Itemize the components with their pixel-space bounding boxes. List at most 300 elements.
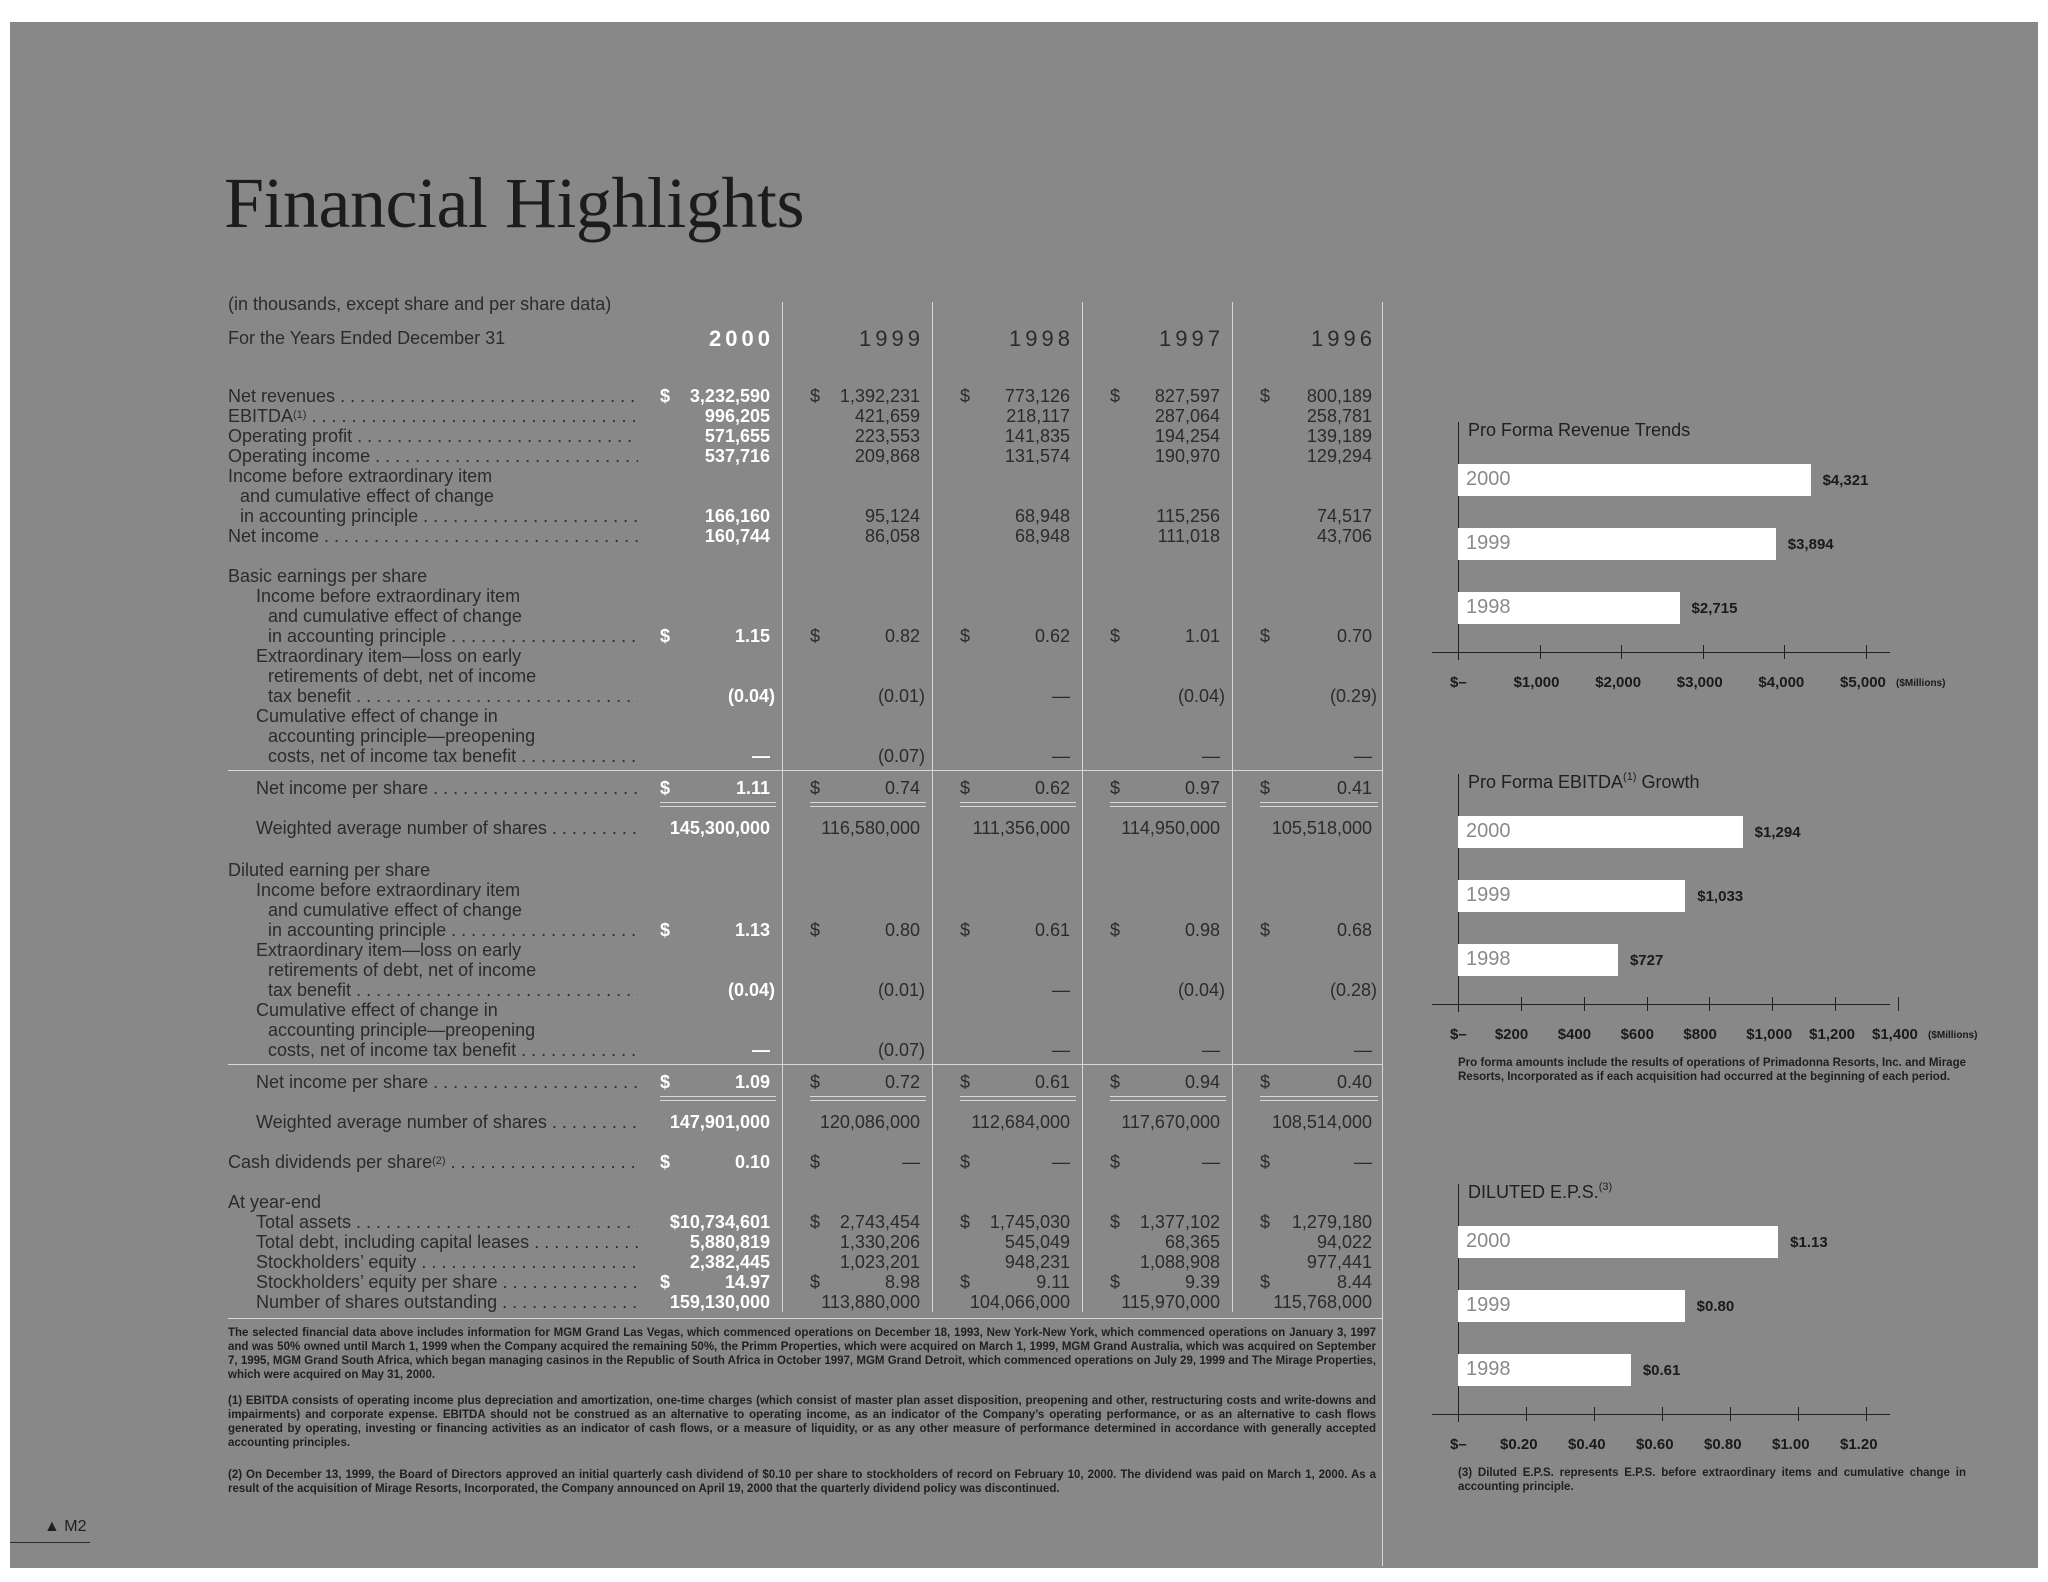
row-label-text: Income before extraordinary item (256, 586, 521, 606)
total-underline (1110, 802, 1226, 803)
cell-value: 145,300,000 (669, 818, 770, 838)
row-label-text: At year-end (228, 1192, 322, 1212)
cell-value: 1,392,231 (839, 386, 920, 406)
row-label-text: in accounting principle (268, 920, 447, 940)
dollar-sign: $ (810, 1072, 821, 1092)
cell-value: 74,517 (1316, 506, 1372, 526)
bar-category-label: 1998 (1466, 596, 1511, 618)
axis-tick (1662, 1407, 1663, 1421)
year-header-1998: 1998 (1009, 326, 1074, 351)
cell-value: — (1354, 746, 1372, 766)
bar-value-label: $4,321 (1822, 472, 1869, 489)
cell-value: 9.11 (1036, 1272, 1070, 1292)
dollar-sign: $ (960, 1272, 971, 1292)
bar-value-label: $1,033 (1697, 888, 1744, 905)
total-underline (1260, 1100, 1378, 1101)
row-label-text: in accounting principle (268, 626, 447, 646)
bar-category-label: 1999 (1466, 1294, 1511, 1316)
leader-dots (428, 778, 638, 798)
axis-tick (1647, 997, 1648, 1011)
dollar-sign: $ (660, 1272, 671, 1292)
cell-value: 209,868 (854, 446, 920, 466)
year-header-1999: 1999 (859, 326, 924, 351)
axis-tick (1703, 645, 1704, 659)
dollar-sign: $ (660, 386, 671, 406)
row-label (256, 646, 638, 666)
cell-value: 108,514,000 (1271, 1112, 1372, 1132)
leader-dots (497, 1272, 638, 1292)
cell-value: — (1202, 1152, 1220, 1172)
cell-value: 112,684,000 (971, 1112, 1070, 1132)
total-underline (1260, 802, 1378, 803)
row-label-text: and cumulative effect of change (240, 486, 494, 506)
dollar-sign: $ (810, 1272, 821, 1292)
chart-note: Pro forma amounts include the results of operations of Primadonna Resorts, Inc. and Mirage Resorts, Incorporated as if each acquisition had occurred at the beginning of each period. (1458, 1057, 1966, 1083)
chart-x-axis (1432, 652, 1890, 653)
row-label (256, 940, 638, 960)
row-label-text: Operating income (228, 446, 371, 466)
row-label-text: and cumulative effect of change (268, 900, 522, 920)
leader-dots (446, 626, 638, 646)
chart-x-axis (1432, 1414, 1890, 1415)
cell-value: 827,597 (1154, 386, 1220, 406)
row-label-text: Total debt, including capital leases (256, 1232, 530, 1252)
cell-value: 114,950,000 (1121, 818, 1220, 838)
cell-value: 113,880,000 (821, 1292, 920, 1312)
row-label (256, 880, 638, 900)
row-label-text: EBITDA (228, 406, 294, 426)
row-label (256, 778, 638, 798)
chart-title-text: Pro Forma EBITDA (1468, 772, 1624, 792)
cell-value: 1,279,180 (1291, 1212, 1372, 1232)
row-label-text: Extraordinary item—loss on early (256, 940, 522, 960)
chart-title (1468, 420, 1690, 441)
year-header-2000: 2000 (709, 326, 774, 351)
cell-value: — (1052, 980, 1070, 1000)
bar-category-label: 1998 (1466, 948, 1511, 970)
total-underline (960, 1096, 1076, 1097)
cell-value: 0.72 (884, 1072, 920, 1092)
bar-value-label: $3,894 (1787, 536, 1834, 553)
cell-value: 115,970,000 (1121, 1292, 1220, 1312)
cell-value: 116,580,000 (821, 818, 920, 838)
cell-value: 537,716 (704, 446, 770, 466)
row-label (240, 486, 638, 506)
bar-value-label: $0.61 (1642, 1362, 1681, 1379)
row-label-text: costs, net of income tax benefit (268, 746, 517, 766)
row-label-text: retirements of debt, net of income (268, 666, 537, 686)
chart-note: (3) Diluted E.P.S. represents E.P.S. before extraordinary items and cumulative change in accounting principle. (1458, 1467, 1966, 1493)
cell-value: 1,745,030 (989, 1212, 1070, 1232)
row-label (268, 626, 638, 646)
tick-label: $800 (1683, 1026, 1717, 1043)
row-label-text: in accounting principle (240, 506, 419, 526)
cell-value: 0.80 (884, 920, 920, 940)
row-label (268, 980, 638, 1000)
dollar-sign: $ (960, 778, 971, 798)
axis-tick (1898, 997, 1899, 1011)
leader-dots (497, 1292, 638, 1312)
leader-dots (446, 920, 638, 940)
footnote: (1) EBITDA consists of operating income plus depreciation and amortization, one-time charges (which consist of master plan asset disposition, preopening and other, restructuring costs and write-downs and impairments) and corporate expense. EBITDA should not be construed as an alternative to operating income, as an indicator of the Company’s operating performance, or as an alternative to cash flows generated by operating, investing or financing activities as an indicator of cash flows, or a measure of liquidity, or as any other measure of performance determined in accordance with generally accepted accounting principles. (228, 1395, 1376, 1449)
bar-category-label: 1999 (1466, 884, 1511, 906)
unit-label: ($Millions) (1928, 1030, 1978, 1041)
cell-value: 0.70 (1336, 626, 1372, 646)
axis-tick (1784, 645, 1785, 659)
row-label (268, 666, 638, 686)
cell-value: 111,356,000 (972, 818, 1070, 838)
leader-dots (319, 526, 638, 546)
leader-dots (370, 446, 638, 466)
footnote-ref: (2) (432, 1155, 446, 1167)
tick-label: $200 (1494, 1026, 1529, 1043)
cell-value: 800,189 (1306, 386, 1372, 406)
cell-value: 0.62 (1034, 626, 1070, 646)
year-header-1997: 1997 (1159, 326, 1224, 351)
tick-label: $1.20 (1840, 1436, 1878, 1453)
cell-value: 1.11 (735, 778, 770, 798)
cell-value: 141,835 (1004, 426, 1070, 446)
total-underline (960, 802, 1076, 803)
row-label (228, 566, 638, 586)
row-label-text: Total assets (256, 1212, 352, 1232)
row-label-text: costs, net of income tax benefit (268, 1040, 517, 1060)
row-label-text: Cumulative effect of change in (256, 706, 498, 726)
bar-value-label: $2,715 (1691, 600, 1738, 617)
year-header-1996: 1996 (1311, 326, 1376, 351)
row-label-text: Cumulative effect of change in (256, 1000, 498, 1020)
tick-label: $0.20 (1500, 1436, 1538, 1453)
cell-value: — (752, 746, 770, 766)
column-separator (1382, 302, 1383, 1566)
row-label (256, 586, 638, 606)
page-title: Financial Highlights (224, 163, 804, 243)
dollar-sign: $ (810, 1212, 821, 1232)
leader-dots (351, 980, 638, 1000)
cell-value: 977,441 (1306, 1252, 1372, 1272)
cell-value: — (1354, 1040, 1372, 1060)
cell-value: 94,022 (1316, 1232, 1372, 1252)
dollar-sign: $ (1260, 778, 1271, 798)
cell-value: 166,160 (704, 506, 770, 526)
cell-value: 421,659 (854, 406, 920, 426)
dollar-sign: $ (1260, 920, 1271, 940)
row-label-text: Net income per share (256, 1072, 429, 1092)
cell-value: 1,330,206 (839, 1232, 920, 1252)
axis-tick (1709, 997, 1710, 1011)
cell-value: — (902, 1152, 920, 1172)
page-number: ▲ M2 (44, 1518, 87, 1535)
cell-value: 1,023,201 (839, 1252, 920, 1272)
tick-label: $0.60 (1636, 1436, 1674, 1453)
cell-value: 104,066,000 (969, 1292, 1070, 1312)
total-underline (960, 1100, 1076, 1101)
row-label (240, 506, 638, 526)
dollar-sign: $ (960, 920, 971, 940)
cell-value: 190,970 (1154, 446, 1220, 466)
total-underline (1260, 1096, 1378, 1097)
cell-value: — (1052, 1040, 1070, 1060)
bar-category-label: 1999 (1466, 532, 1511, 554)
row-label (256, 1072, 638, 1092)
dollar-sign: $ (660, 1072, 671, 1092)
page-panel (10, 22, 2038, 1568)
cell-value: 120,086,000 (819, 1112, 920, 1132)
cell-value: 223,553 (854, 426, 920, 446)
row-label (228, 1152, 638, 1172)
dollar-sign: $ (1110, 626, 1121, 646)
row-label-text: retirements of debt, net of income (268, 960, 537, 980)
cell-value: 773,126 (1004, 386, 1070, 406)
total-underline (1260, 806, 1378, 807)
cell-value: (0.29) (1329, 686, 1377, 706)
row-label (228, 466, 638, 486)
leader-dots (418, 506, 638, 526)
axis-tick (1866, 645, 1867, 659)
dollar-sign: $ (1110, 1212, 1121, 1232)
row-label-text: Income before extraordinary item (228, 466, 493, 486)
cell-value: 571,655 (704, 426, 770, 446)
cell-value: 2,743,454 (839, 1212, 920, 1232)
row-label (268, 960, 638, 980)
row-label (256, 1272, 638, 1292)
tick-label: $3,000 (1676, 674, 1723, 691)
row-label-text: Net income (228, 526, 320, 546)
table-rule (228, 770, 1382, 771)
cell-value: 287,064 (1154, 406, 1220, 426)
row-label (268, 1020, 638, 1040)
cell-value: — (1354, 1152, 1372, 1172)
total-underline (810, 802, 926, 803)
unit-label: ($Millions) (1896, 678, 1946, 689)
cell-value: $10,734,601 (669, 1212, 770, 1232)
leader-dots (351, 686, 638, 706)
chart-x-axis (1432, 1004, 1890, 1005)
axis-tick (1521, 997, 1522, 1011)
cell-value: 218,117 (1006, 406, 1070, 426)
total-underline (810, 1100, 926, 1101)
cell-value: 117,670,000 (1121, 1112, 1220, 1132)
total-underline (660, 806, 776, 807)
cell-value: 0.40 (1336, 1072, 1372, 1092)
row-label (268, 726, 638, 746)
tick-label: $1,200 (1809, 1026, 1856, 1043)
bar-value-label: $0.80 (1696, 1298, 1735, 1315)
cell-value: 8.44 (1336, 1272, 1372, 1292)
tick-label: $1.00 (1772, 1436, 1810, 1453)
row-label-text: Income before extraordinary item (256, 880, 521, 900)
tick-label: $– (1450, 1026, 1467, 1043)
axis-tick (1458, 997, 1459, 1011)
cell-value: 0.94 (1184, 1072, 1220, 1092)
chart-title (1468, 1182, 1612, 1203)
cell-value: 1,088,908 (1139, 1252, 1220, 1272)
cell-value: (0.01) (877, 980, 925, 1000)
row-label (268, 686, 638, 706)
bar-category-label: 2000 (1466, 468, 1511, 490)
cell-value: 86,058 (864, 526, 920, 546)
dollar-sign: $ (1260, 626, 1271, 646)
row-label-text: Operating profit (228, 426, 353, 446)
tick-label: $0.80 (1704, 1436, 1742, 1453)
total-underline (810, 1096, 926, 1097)
cell-value: 0.98 (1184, 920, 1220, 940)
axis-tick (1798, 1407, 1799, 1421)
dollar-sign: $ (960, 1212, 971, 1232)
leader-dots (428, 1072, 638, 1092)
row-label (268, 746, 638, 766)
chart-title-suffix: Growth (1641, 772, 1700, 792)
leader-dots (416, 1252, 638, 1272)
axis-tick (1866, 1407, 1867, 1421)
cell-value: 2,382,445 (689, 1252, 770, 1272)
total-underline (660, 802, 776, 803)
bar-value-label: $1,294 (1754, 824, 1801, 841)
leader-dots (335, 386, 638, 406)
cell-value: 115,256 (1156, 506, 1220, 526)
cell-value: 160,744 (704, 526, 770, 546)
leader-dots (351, 1212, 638, 1232)
axis-tick (1594, 1407, 1595, 1421)
dollar-sign: $ (660, 626, 671, 646)
leader-dots (306, 406, 638, 426)
dollar-sign: $ (810, 1152, 821, 1172)
row-label (228, 446, 638, 466)
units-note: (in thousands, except share and per share data) (228, 294, 612, 314)
axis-tick (1458, 1407, 1459, 1421)
cell-value: (0.07) (877, 1040, 925, 1060)
cell-value: 0.74 (884, 778, 920, 798)
row-label (228, 386, 638, 406)
bar-category-label: 1998 (1466, 1358, 1511, 1380)
row-label (256, 1232, 638, 1252)
row-label (256, 1000, 638, 1020)
axis-tick (1458, 645, 1459, 659)
cell-value: 0.97 (1184, 778, 1220, 798)
dollar-sign: $ (1110, 1152, 1121, 1172)
row-label-text: Stockholders’ equity per share (256, 1272, 498, 1292)
row-label (256, 1212, 638, 1232)
footnote-ref: (3) (1598, 1181, 1613, 1193)
page-number-rule (10, 1542, 90, 1543)
footnote: (2) On December 13, 1999, the Board of Directors approved an initial quarterly cash dividend of $0.10 per share to stockholders of record on February 10, 2000. The dividend was paid on March 1, 2000. As a result of the acquisition of Mirage Resorts, Incorporated, the Company announced on April 19, 2000 that the quarterly dividend policy was discontinued. (228, 1469, 1376, 1495)
row-label-text: accounting principle—preopening (268, 1020, 536, 1040)
footnote-ref: (1) (293, 409, 307, 421)
row-label (268, 606, 638, 626)
tick-label: $– (1450, 1436, 1467, 1453)
cell-value: 1,377,102 (1139, 1212, 1220, 1232)
cell-value: 0.61 (1034, 920, 1070, 940)
cell-value: 8.98 (884, 1272, 920, 1292)
axis-tick (1526, 1407, 1527, 1421)
cell-value: 131,574 (1004, 446, 1070, 466)
bar-category-label: 2000 (1466, 1230, 1511, 1252)
row-label-text: accounting principle—preopening (268, 726, 536, 746)
cell-value: (0.28) (1329, 980, 1377, 1000)
cell-value: (0.01) (877, 686, 925, 706)
axis-tick (1540, 645, 1541, 659)
dollar-sign: $ (1110, 1272, 1121, 1292)
cell-value: — (1052, 746, 1070, 766)
row-label-text: tax benefit (268, 980, 352, 1000)
dollar-sign: $ (810, 386, 821, 406)
total-underline (1110, 1096, 1226, 1097)
cell-value: — (1202, 1040, 1220, 1060)
cell-value: 0.41 (1336, 778, 1372, 798)
cell-value: 129,294 (1306, 446, 1372, 466)
row-label (228, 526, 638, 546)
total-underline (810, 806, 926, 807)
chart-title-text: DILUTED E.P.S. (1468, 1182, 1599, 1202)
total-underline (1110, 1100, 1226, 1101)
row-label-text: tax benefit (268, 686, 352, 706)
cell-value: (0.04) (727, 686, 775, 706)
cell-value: 258,781 (1306, 406, 1372, 426)
footnote: The selected financial data above includes information for MGM Grand Las Vegas, which commenced operations on December 18, 1993, New York-New York, which commenced operations on January 3, 1997 and was 50% owned until March 1, 1999 when the Company acquired the remaining 50%, the Primm Properties, which were acquired on March 1, 1999, MGM Grand Australia, which was acquired on September 7, 1995, MGM Grand South Africa, which began managing casinos in the Republic of South Africa in October 1997, MGM Grand Detroit, which commenced operations on July 29, 1999 and The Mirage Properties, which were acquired on May 31, 2000. (228, 1327, 1376, 1381)
tick-label: $0.40 (1568, 1436, 1606, 1453)
dollar-sign: $ (1110, 386, 1121, 406)
row-label (228, 426, 638, 446)
row-label-text: and cumulative effect of change (268, 606, 522, 626)
cell-value: — (1052, 1152, 1070, 1172)
footnote-ref: (1) (1623, 771, 1637, 783)
cell-value: 9.39 (1184, 1272, 1220, 1292)
tick-label: $1,400 (1872, 1026, 1918, 1043)
cell-value: 1.01 (1184, 626, 1220, 646)
tick-label: $– (1450, 674, 1467, 691)
cell-value: 0.62 (1034, 778, 1070, 798)
cell-value: (0.04) (1177, 686, 1225, 706)
cell-value: 1.15 (734, 626, 770, 646)
dollar-sign: $ (660, 1152, 671, 1172)
dollar-sign: $ (1260, 386, 1271, 406)
row-label (268, 1040, 638, 1060)
cell-value: 194,254 (1154, 426, 1220, 446)
row-label (228, 860, 638, 880)
cell-value: (0.04) (1177, 980, 1225, 1000)
chart-title (1468, 772, 1700, 793)
dollar-sign: $ (1110, 920, 1121, 940)
dollar-sign: $ (810, 920, 821, 940)
cell-value: 3,232,590 (689, 386, 770, 406)
cell-value: 0.68 (1336, 920, 1372, 940)
row-label (256, 1252, 638, 1272)
dollar-sign: $ (660, 778, 671, 798)
cell-value: 545,049 (1004, 1232, 1070, 1252)
cell-value: 159,130,000 (669, 1292, 770, 1312)
axis-tick (1584, 997, 1585, 1011)
table-rule (228, 1064, 1382, 1065)
table-rule (228, 1318, 1382, 1319)
row-label (268, 920, 638, 940)
tick-label: $600 (1620, 1026, 1654, 1043)
cell-value: 0.10 (734, 1152, 770, 1172)
dollar-sign: $ (960, 626, 971, 646)
axis-tick (1835, 997, 1836, 1011)
years-label: For the Years Ended December 31 (228, 328, 506, 348)
row-label-text: Weighted average number of shares (256, 818, 547, 838)
cell-value: 0.82 (884, 626, 920, 646)
total-underline (960, 806, 1076, 807)
dollar-sign: $ (1110, 1072, 1121, 1092)
cell-value: 0.61 (1034, 1072, 1070, 1092)
cell-value: — (752, 1040, 770, 1060)
cell-value: 111,018 (1157, 526, 1220, 546)
cell-value: — (1052, 686, 1070, 706)
cell-value: (0.04) (727, 980, 775, 1000)
tick-label: $2,000 (1595, 674, 1642, 691)
dollar-sign: $ (810, 778, 821, 798)
